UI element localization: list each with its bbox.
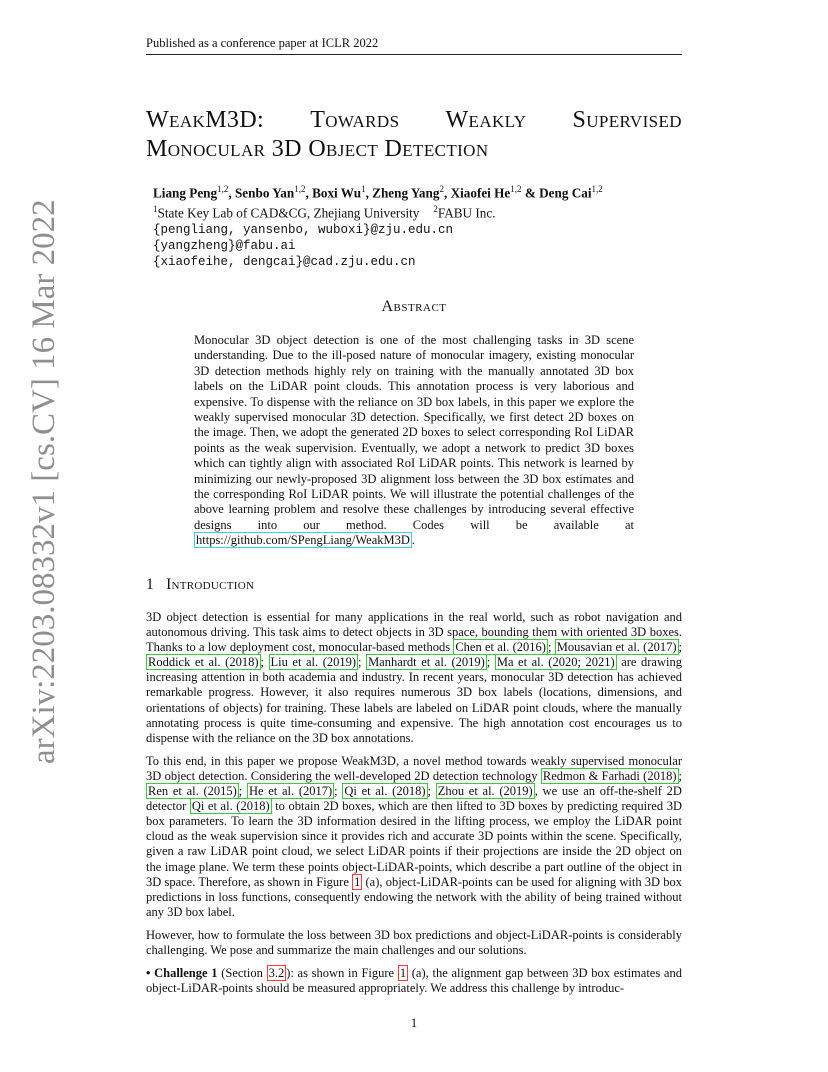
citation-link[interactable]: Roddick et al. (2018) bbox=[148, 655, 259, 670]
paragraph: However, how to formulate the loss between 3D box predictions and object-LiDAR-points is considerably challenging. We pose and summarize the main challenges and our solutions. bbox=[146, 927, 682, 957]
figure-ref-link[interactable]: 1 bbox=[399, 966, 407, 981]
email-line: {xiaofeihe, dengcai}@cad.zju.edu.cn bbox=[153, 254, 416, 269]
citation-link[interactable]: He et al. (2017) bbox=[248, 784, 333, 799]
author-sup: 1 bbox=[361, 184, 366, 194]
code-url-link[interactable]: https://github.com/SPengLiang/WeakM3D bbox=[196, 533, 410, 548]
author-name: Zheng Yang bbox=[372, 185, 440, 201]
author-sup: 1,2 bbox=[294, 184, 306, 194]
author-name: Liang Peng bbox=[153, 185, 218, 201]
author-block bbox=[153, 181, 673, 270]
affiliation-2: $^2$FABU Inc. bbox=[433, 204, 496, 221]
email-line: {pengliang, yansenbo, wuboxi}@zju.edu.cn bbox=[153, 222, 454, 237]
page-number: 1 bbox=[410, 1016, 418, 1030]
running-header: Published as a conference paper at ICLR 2022 bbox=[146, 36, 682, 55]
author-sup: 2 bbox=[439, 184, 444, 194]
paragraph: To this end, in this paper we propose WeakM3D, a novel method towards weakly supervised monocular 3D object detection. Considering the well-developed 2D detection technology Redmon & Farhadi (2018) ; Ren et al. (2015) ; He et al. (2017) ; Qi et al. (2018) ; Zhou et al. (2019) , we use an off-the-shelf 2D detector Qi et al. (2018) to obtain 2D boxes, which are then lifted to 3D boxes by predicting required 3D box parameters. To learn the 3D information desired in the lifting process, we employ the LiDAR point cloud as the weak supervision since it provides rich and accurate 3D points within the scene. Specifically, given a raw LiDAR point cloud, we select LiDAR points if their projections are inside the 2D object on the image plane. We term these points object-LiDAR-points, which describe a part outline of the object in 3D space. Therefore, as shown in Figure 1 (a), object-LiDAR-points can be used for aligning with 3D box predictions in loss functions, consequently endowing the network with the ability of being trained without any 3D box label. bbox=[146, 753, 682, 919]
citation-link[interactable]: Qi et al. (2018) bbox=[191, 799, 270, 814]
author-sup: 1,2 bbox=[510, 184, 522, 194]
title-word: Weakly bbox=[445, 107, 527, 133]
author-sup: 1,2 bbox=[217, 184, 229, 194]
affiliations bbox=[153, 201, 673, 221]
citation-link[interactable]: Mousavian et al. (2017) bbox=[556, 640, 677, 655]
section-heading: 1 Introduction bbox=[146, 576, 255, 593]
citation-link[interactable]: Ren et al. (2015) bbox=[148, 784, 237, 799]
citation-link[interactable]: Qi et al. (2018) bbox=[344, 784, 426, 799]
abstract-heading: Abstract bbox=[381, 298, 447, 315]
citation-link[interactable]: Ma et al. (2020; 2021) bbox=[496, 655, 615, 670]
citation-link[interactable]: Manhardt et al. (2019) bbox=[368, 655, 485, 670]
author-names: Liang Peng$^{1,2}$, Senbo Yan$^{1,2}$, Boxi Wu$^1$, Zheng Yang$^2$, Xiaofei He$^{1,2}$ & Deng Cai$^{1,2}$ bbox=[153, 184, 603, 201]
author-name: Xiaofei He bbox=[450, 185, 511, 201]
paragraph: 3D object detection is essential for many applications in the real world, such as robot navigation and autonomous driving. This task aims to detect objects in 3D space, bounding them with oriented 3D boxes. Thanks to a low deployment cost, monocular-based methods Chen et al. (2016) ; Mousavian et al. (2017) ; Roddick et al. (2018) ; Liu et al. (2019) ; Manhardt et al. (2019) ; Ma et al. (2020; 2021) are drawing increasing attention in both academia and industry. In recent years, monocular 3D detection has achieved remarkable progress. However, it also requires numerous 3D box labels (locations, dimensions, and orientations of objects) for training. These labels are labeled on LiDAR point clouds, where the manually annotating process is quite time-consuming and expensive. The high annotation cost encourages us to dispense with the reliance on the 3D box annotations. bbox=[146, 610, 682, 745]
citation-link[interactable]: Liu et al. (2019) bbox=[270, 655, 357, 670]
author-name: Deng Cai bbox=[539, 185, 592, 201]
paragraph: • Challenge 1 (Section 3.2 ): as shown in Figure 1 (a), the alignment gap between 3D box estimates and object-LiDAR-points should be measured appropriately. We address this challenge by introduc- bbox=[146, 966, 682, 996]
section-ref-link[interactable]: 3.2 bbox=[268, 966, 285, 981]
citation-link[interactable]: Redmon & Farhadi (2018) bbox=[542, 768, 677, 783]
title-line-2: Monocular 3D Object Detection bbox=[146, 136, 489, 162]
figure-ref-link[interactable]: 1 bbox=[354, 874, 361, 889]
abstract-body: Monocular 3D object detection is one of the most challenging tasks in 3D scene understanding. Due to the ill-posed nature of monocular imagery, existing monocular 3D detection methods highly rely on training with the manually annotated 3D box labels on the LiDAR point clouds. This annotation process is very laborious and expensive. To dispense with the reliance on 3D box labels, in this paper we explore the weakly supervised monocular 3D detection. Specifically, we first detect 2D boxes on the image. Then, we adopt the generated 2D boxes to select corresponding RoI LiDAR points as the weak supervision. Eventually, we adopt a network to predict 3D boxes which can tightly align with associated RoI LiDAR points. This network is learned by minimizing our newly-proposed 3D alignment loss between the 3D box estimates and the corresponding RoI LiDAR points. We will illustrate the potential challenges of the above learning problem and resolve these challenges by introducing several effective designs into our method. Codes will be available at https://github.com/SPengLiang/WeakM3D . bbox=[194, 333, 634, 548]
title-word: Supervised bbox=[572, 107, 682, 133]
arxiv-stamp: arXiv:2203.08332v1 [cs.CV] 16 Mar 2022 bbox=[26, 199, 62, 764]
email-line: {yangzheng}@fabu.ai bbox=[153, 238, 296, 253]
citation-link[interactable]: Chen et al. (2016) bbox=[455, 640, 546, 655]
paper-title bbox=[146, 106, 682, 164]
author-sup: 1,2 bbox=[591, 184, 603, 194]
author-name: Boxi Wu bbox=[312, 185, 362, 201]
body-text bbox=[146, 610, 682, 1004]
title-word: WeakM3D: bbox=[146, 107, 265, 133]
author-name: Senbo Yan bbox=[234, 185, 295, 201]
title-word: Towards bbox=[310, 107, 400, 133]
citation-link[interactable]: Zhou et al. (2019) bbox=[437, 784, 533, 799]
affiliation-1: $^1$State Key Lab of CAD&CG, Zhejiang University bbox=[153, 204, 420, 221]
